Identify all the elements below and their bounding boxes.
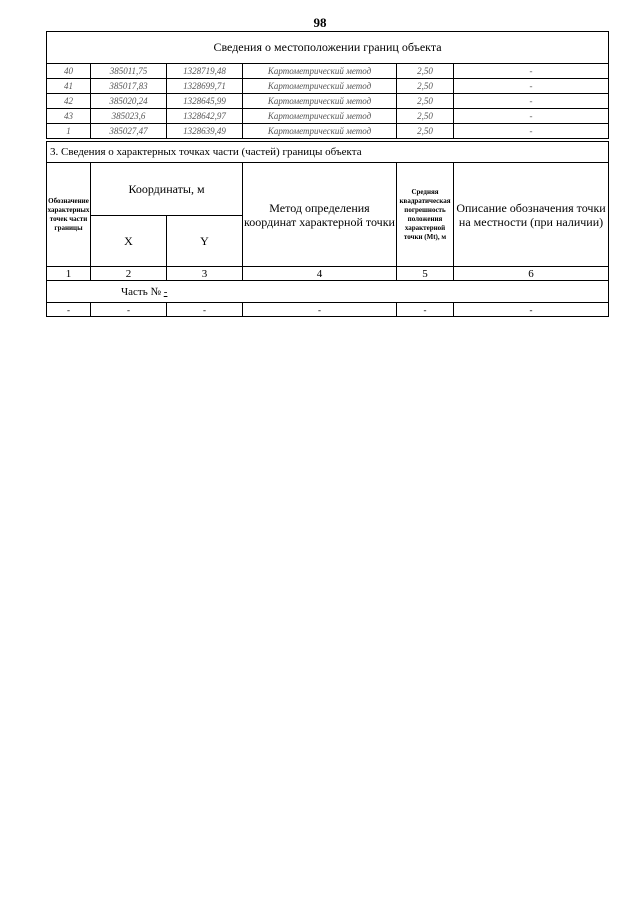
x-cell: 385017,83 bbox=[91, 79, 167, 94]
method-cell: Картометрический метод bbox=[243, 124, 397, 139]
table-row bbox=[47, 79, 609, 94]
header-description: Описание обозначения точки на местности (при наличии) bbox=[454, 163, 609, 267]
description-cell: - bbox=[454, 79, 609, 94]
empty-cell: - bbox=[243, 303, 397, 317]
empty-cell: - bbox=[454, 303, 609, 317]
part-label: Часть № bbox=[121, 285, 161, 298]
parts-table bbox=[46, 141, 609, 317]
empty-cell: - bbox=[91, 303, 167, 317]
column-number-row bbox=[47, 267, 609, 281]
part-row bbox=[47, 281, 609, 303]
empty-cell: - bbox=[397, 303, 454, 317]
accuracy-cell: 2,50 bbox=[397, 79, 454, 94]
table-row bbox=[47, 303, 609, 317]
empty-cell: - bbox=[167, 303, 243, 317]
header-y: Y bbox=[167, 216, 243, 267]
table-row bbox=[47, 109, 609, 124]
point-cell: 40 bbox=[47, 64, 91, 79]
point-cell: 41 bbox=[47, 79, 91, 94]
point-cell: 43 bbox=[47, 109, 91, 124]
part-number: - bbox=[163, 285, 168, 298]
x-cell: 385027,47 bbox=[91, 124, 167, 139]
table-row bbox=[47, 124, 609, 139]
header-x: X bbox=[91, 216, 167, 267]
accuracy-cell: 2,50 bbox=[397, 124, 454, 139]
boundary-table bbox=[46, 31, 609, 139]
y-cell: 1328699,71 bbox=[167, 79, 243, 94]
table-row bbox=[47, 94, 609, 109]
column-number: 5 bbox=[397, 267, 454, 281]
description-cell: - bbox=[454, 94, 609, 109]
method-cell: Картометрический метод bbox=[243, 109, 397, 124]
header-accuracy: Средняя квадратическая погрешность положения характерной точки (Mt), м bbox=[397, 163, 454, 267]
y-cell: 1328642,97 bbox=[167, 109, 243, 124]
method-cell: Картометрический метод bbox=[243, 79, 397, 94]
column-number: 3 bbox=[167, 267, 243, 281]
y-cell: 1328719,48 bbox=[167, 64, 243, 79]
column-number: 6 bbox=[454, 267, 609, 281]
column-number: 1 bbox=[47, 267, 91, 281]
point-cell: 42 bbox=[47, 94, 91, 109]
x-cell: 385023,6 bbox=[91, 109, 167, 124]
part-label-cell bbox=[47, 281, 609, 303]
method-cell: Картометрический метод bbox=[243, 64, 397, 79]
empty-cell: - bbox=[47, 303, 91, 317]
description-cell: - bbox=[454, 64, 609, 79]
page-number: 98 bbox=[313, 15, 327, 30]
accuracy-cell: 2,50 bbox=[397, 109, 454, 124]
column-number: 2 bbox=[91, 267, 167, 281]
header-coordinates: Координаты, м bbox=[91, 163, 243, 216]
y-cell: 1328639,49 bbox=[167, 124, 243, 139]
point-cell: 1 bbox=[47, 124, 91, 139]
table-row bbox=[47, 64, 609, 79]
header-method: Метод определения координат характерной точки bbox=[243, 163, 397, 267]
header-point-designation: Обозначение характерных точек части границы bbox=[47, 163, 91, 267]
column-number: 4 bbox=[243, 267, 397, 281]
description-cell: - bbox=[454, 124, 609, 139]
description-cell: - bbox=[454, 109, 609, 124]
y-cell: 1328645,99 bbox=[167, 94, 243, 109]
section-title: 3. Сведения о характерных точках части (частей) границы объекта bbox=[47, 142, 609, 163]
x-cell: 385011,75 bbox=[91, 64, 167, 79]
method-cell: Картометрический метод bbox=[243, 94, 397, 109]
accuracy-cell: 2,50 bbox=[397, 64, 454, 79]
x-cell: 385020,24 bbox=[91, 94, 167, 109]
accuracy-cell: 2,50 bbox=[397, 94, 454, 109]
boundary-table-title: Сведения о местоположении границ объекта bbox=[47, 32, 609, 64]
